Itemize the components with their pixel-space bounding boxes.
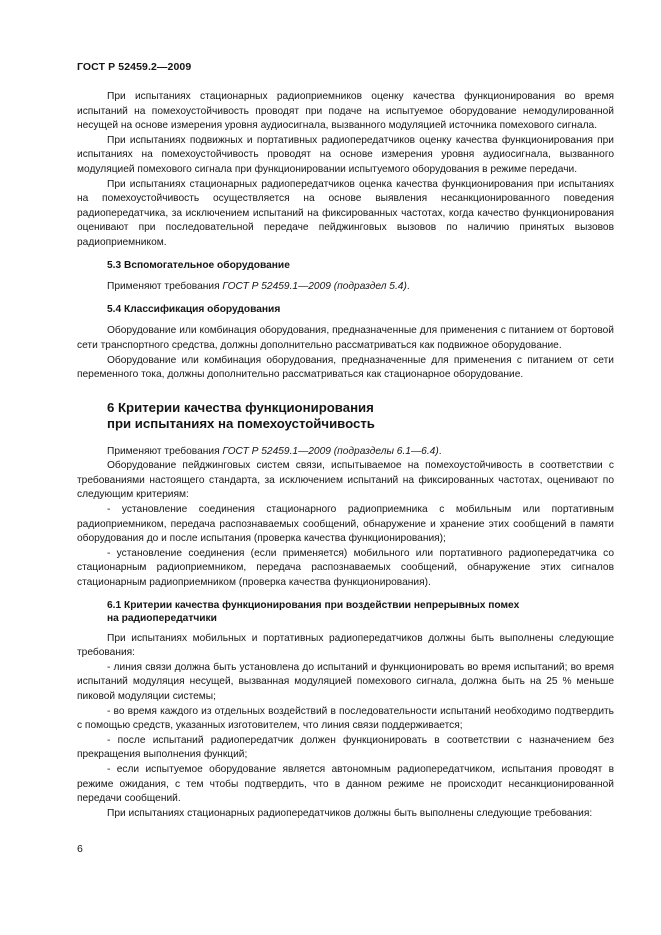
standard-reference: ГОСТ Р 52459.1—2009 (подразделы 6.1—6.4) — [222, 445, 439, 457]
section-heading-6: 6 Критерии качества функционирования при испытаниях на помехоустойчивость — [107, 399, 375, 432]
paragraph: При испытаниях стационарных радиопередатчиков оценка качества функционирования при испытаниях на помехоустойчивость осуществляется на основе выявления несанкционированного поведения радиопередатчика, за исключением испытаний на фиксированных частотах, когда качество функционирования оценивают при последовательной передаче пейджинговых вызовов по наличию принятых вызовов радиоприемником. — [77, 178, 614, 248]
list-item: - линия связи должна быть установлена до испытаний и функционировать во время испытаний; во время испытаний модуляция несущей, вызванная модуляцией помехового сигнала, должна быть на 25 % меньше пиковой модуляции системы; — [77, 661, 614, 702]
paragraph: Оборудование или комбинация оборудования, предназначенные для применения с питанием от сети переменного тока, должны дополнительно рассматриваться как стационарное оборудование. — [77, 354, 614, 381]
paragraph: При испытаниях стационарных радиоприемников оценку качества функционирования во время испытаний на помехоустойчивость проводят при подаче на испытуемое оборудование немодулированной несущей на основе измерения уровня аудиосигнала, вызванного модуляцией источника помехового сигнала. — [77, 91, 614, 132]
section-heading-5-3: 5.3 Вспомогательное оборудование — [107, 259, 290, 271]
list-item: - если испытуемое оборудование является автономным радиопередатчиком, испытания проводят в режиме ожидания, с тем чтобы подтвердить, что в данном режиме не происходит несанкционированной передачи сообщений. — [77, 763, 614, 805]
reference-paragraph: Применяют требования ГОСТ Р 52459.1—2009 (подраздел 5.4). — [107, 281, 410, 293]
paragraph: При испытаниях стационарных радиопередатчиков должны быть выполнены следующие требования: — [107, 807, 593, 819]
document-header: ГОСТ Р 52459.2—2009 — [77, 61, 192, 73]
section-heading-5-4: 5.4 Классификация оборудования — [107, 303, 281, 315]
paragraph: Оборудование пейджинговых систем связи, испытываемое на помехоустойчивость в соответствии с требованиями настоящего стандарта, за исключением испытаний на фиксированных частотах, оценивают по следующим критериям: — [77, 460, 614, 501]
list-item: - установление соединения стационарного радиоприемника с мобильным или портативным радиоприемником, передача распознаваемых сообщений, обнаружение и хранение этих сообщений в памяти оборудования до и после испытания (проверка качества функционирования); — [77, 504, 614, 545]
standard-reference: ГОСТ Р 52459.1—2009 (подраздел 5.4) — [222, 281, 407, 293]
section-heading-6-1: 6.1 Критерии качества функционирования при воздействии непрерывных помех на радиопередатчики — [107, 599, 520, 625]
list-item: - установление соединения (если применяется) мобильного или портативного радиопередатчика со стационарным радиоприемником, передача распознаваемых сообщений, обнаружение этих сигналов стационарным радиоприемником (проверка качества функционирования). — [77, 547, 614, 589]
list-item: - во время каждого из отдельных воздействий в последовательности испытаний необходимо подтвердить с помощью средств, указанных изготовителем, что линия связи поддерживается; — [77, 705, 614, 732]
reference-paragraph: Применяют требования ГОСТ Р 52459.1—2009 (подразделы 6.1—6.4). — [107, 445, 442, 457]
list-item: - после испытаний радиопередатчик должен функционировать в соответствии с назначением без прекращения выполнения функций; — [77, 734, 614, 761]
page-number: 6 — [77, 843, 83, 855]
document-body — [77, 90, 614, 821]
paragraph: При испытаниях подвижных и портативных радиопередатчиков оценку качества функционирования при испытаниях на помехоустойчивость проводят на основе измерения уровня аудиосигнала, вызванного модуляцией помехового сигнала при функционировании испытуемого оборудования в режиме передачи. — [77, 134, 614, 175]
paragraph: При испытаниях мобильных и портативных радиопередатчиков должны быть выполнены следующие требования: — [77, 632, 614, 659]
paragraph: Оборудование или комбинация оборудования, предназначенные для применения с питанием от бортовой сети транспортного средства, должны дополнительно рассматриваться как подвижное оборудование. — [77, 325, 614, 351]
